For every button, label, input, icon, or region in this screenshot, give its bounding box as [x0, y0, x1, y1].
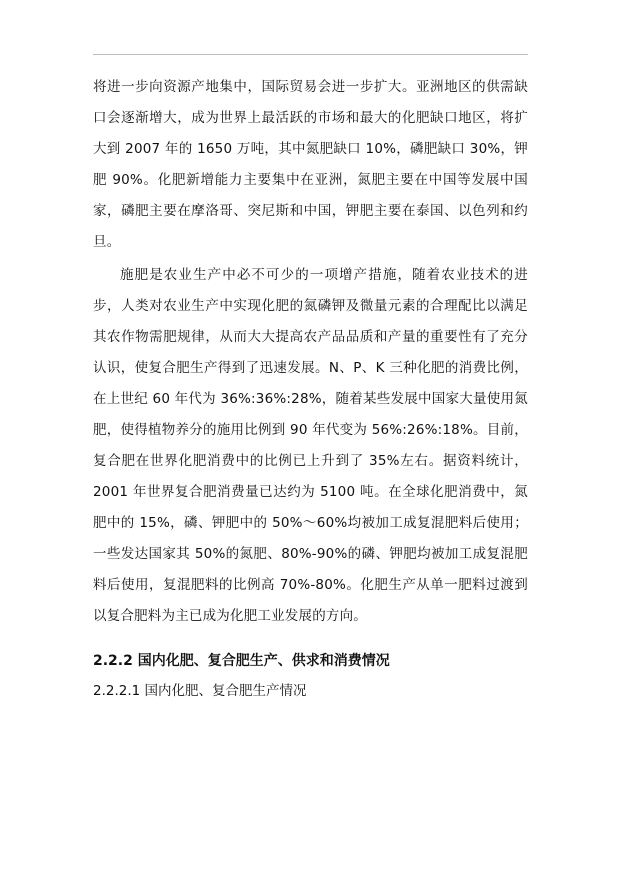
subsection-heading: 2.2.2.1 国内化肥、复合肥生产情况 — [93, 683, 307, 699]
section-heading: 2.2.2 国内化肥、复合肥生产、供求和消费情况 — [93, 653, 390, 669]
paragraph-1: 将进一步向资源产地集中，国际贸易会进一步扩大。亚洲地区的供需缺口会逐渐增大，成为世界上最活跃的市场和最大的化肥缺口地区，将扩大到 2007 年的 1650 万吨，其中氮肥缺口 10%，磷肥缺口 30%，钾肥 90%。化肥新增能力主要集中在亚洲，氮肥主要在中国等发展中国家，磷肥主要在摩洛哥、突尼斯和中国，钾肥主要在泰国、以色列和约旦。 — [93, 79, 528, 250]
header-rule — [93, 54, 528, 55]
paragraph-2: 施肥是农业生产中必不可少的一项增产措施，随着农业技术的进步，人类对农业生产中实现化肥的氮磷钾及微量元素的合理配比以满足其农作物需肥规律，从而大大提高农产品品质和产量的重要性有了充分认识，使复合肥生产得到了迅速发展。N、P、K 三种化肥的消费比例，在上世纪 60 年代为 36%:36%:28%，随着某些发展中国家大量使用氮肥，使得植物养分的施用比例到 90 年代变为 56%:26%:18%。目前，复合肥在世界化肥消费中的比例已上升到了 35%左右。据资料统计，2001 年世界复合肥消费量已达约为 5100 吨。在全球化肥消费中，氮肥中的 15%，磷、钾肥中的 50%～60%均被加工成复混肥料后使用；一些发达国家其 50%的氮肥、80%-90%的磷、钾肥均被加工成复混肥料后使用，复混肥料的比例高 70%-80%。化肥生产从单一肥料过渡到以复合肥料为主已成为化肥工业发展的方向。 — [93, 267, 528, 624]
page-body — [93, 72, 528, 706]
